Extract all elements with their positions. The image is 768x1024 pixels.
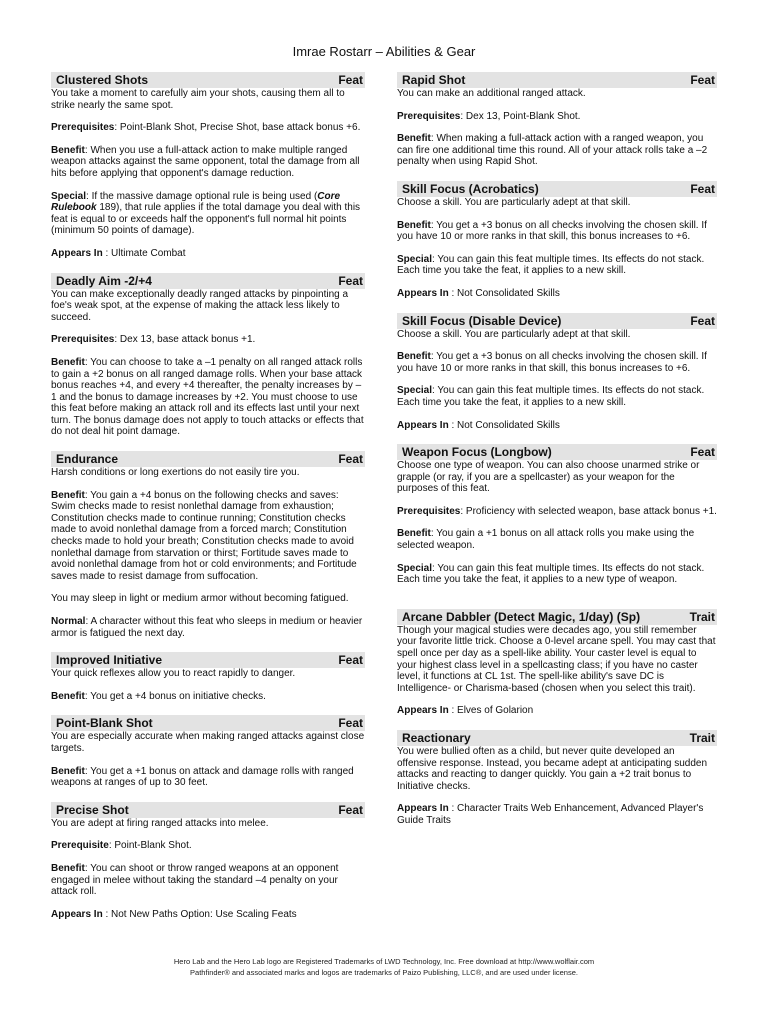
entry-appears-in: Appears In : Not New Paths Option: Use Scaling Feats — [51, 908, 297, 920]
entry-description: You are especially accurate when making ranged attacks against close targets. — [51, 731, 365, 754]
entry-benefit: Benefit: You get a +3 bonus on all checks involving the chosen skill. If you have 10 or more ranks in that skill, this bonus increases to +6. — [397, 351, 707, 374]
entry-type: Feat — [338, 716, 363, 731]
entry-special: Special: If the massive damage optional rule is being used (Core Rulebook 189), that rule applies if the total damage you deal with this feat is equal to or exceeds half the opponent's full normal hit points (minimum 50 points of damage). — [51, 190, 361, 237]
entry-type: Trait — [689, 609, 715, 624]
entry-name: Arcane Dabbler (Detect Magic, 1/day) (Sp) — [402, 609, 641, 624]
entry-name: Skill Focus (Disable Device) — [402, 313, 562, 328]
entry-description: Choose a skill. You are particularly adept at that skill. — [397, 196, 631, 208]
entry-header — [397, 609, 717, 625]
entry-type: Feat — [338, 73, 363, 87]
entry-special: Special: You can gain this feat multiple times. Its effects do not stack. Each time you take the feat, it applies to a new skill. — [397, 385, 705, 408]
entry-name: Weapon Focus (Longbow) — [402, 445, 552, 460]
entry-arcane-dabbler — [397, 609, 717, 717]
entry-description: You can make an additional ranged attack. — [397, 88, 586, 99]
entry-endurance — [51, 451, 365, 639]
entry-description: Choose one type of weapon. You can also choose unarmed strike or grapple (or ray, if you are a spellcaster) as your weapon for the purposes of this feat. — [397, 460, 700, 495]
footer — [0, 956, 768, 978]
entry-name: Clustered Shots — [56, 73, 149, 87]
entry-header — [51, 652, 365, 668]
entry-rapid-shot — [397, 72, 717, 168]
entry-appears-in: Appears In : Character Traits Web Enhancement, Advanced Player's Guide Traits — [397, 803, 704, 826]
entry-prerequisites: Prerequisites: Point-Blank Shot, Precise Shot, base attack bonus +6. — [51, 122, 361, 134]
entry-benefit: Benefit: You can shoot or throw ranged weapons at an opponent engaged in melee without taking the standard –4 penalty on your attack roll. — [51, 862, 339, 898]
entry-type: Feat — [690, 181, 715, 196]
entry-name: Rapid Shot — [402, 73, 466, 87]
entry-description: You take a moment to carefully aim your shots, causing them all to strike nearly the same spot. — [51, 88, 345, 111]
entry-skill-focus-acrobatics — [397, 181, 717, 300]
entry-description: Though your magical studies were decades ago, you still remember your favorite little trick. Choose a 0-level arcane spell. You may cast that spell once per day as a spell-like ability. Your caster level is equal to your highest class level in a spellcasting class; if you have no caster level, it functions at CL 1st. The spell-like ability's save DC is Intelligence- or Charisma-based (chosen when you select this trait). — [397, 624, 716, 694]
entry-deadly-aim — [51, 273, 365, 439]
entry-description: Harsh conditions or long exertions do not easily tire you. — [51, 467, 300, 479]
entry-header — [397, 313, 717, 329]
entry-header — [51, 451, 365, 467]
entry-name: Improved Initiative — [56, 653, 163, 668]
entry-type: Feat — [338, 802, 363, 817]
entry-name: Deadly Aim -2/+4 — [56, 273, 152, 288]
entry-benefit: Benefit: You gain a +1 bonus on all attack rolls you make using the selected weapon. — [397, 528, 695, 552]
entry-description: You were bullied often as a child, but never quite developed an offensive response. Instead, you became adept at anticipating sudden attacks and reacting to danger quickly. You gain a +2 trait bonus to Initiative checks. — [397, 746, 708, 792]
entry-name: Skill Focus (Acrobatics) — [402, 181, 539, 196]
footer-trademark-line-2: Pathfinder® and associated marks and logos are trademarks of Paizo Publishing, LLC®, and are used under license. — [190, 968, 578, 977]
entry-header — [51, 802, 365, 818]
entry-description: Your quick reflexes allow you to react rapidly to danger. — [51, 668, 296, 680]
entry-benefit: Benefit: When making a full-attack action with a ranged weapon, you can fire one additional time this round. All of your attack rolls take a –2 penalty when using Rapid Shot. — [397, 133, 708, 168]
entry-prerequisites: Prerequisites: Proficiency with selected weapon, base attack bonus +1. — [397, 505, 717, 517]
entry-header — [51, 715, 365, 731]
left-column — [51, 72, 365, 933]
entry-prerequisites: Prerequisite: Point-Blank Shot. — [51, 840, 192, 852]
entry-type: Feat — [338, 452, 363, 467]
entry-benefit: Benefit: You gain a +4 bonus on the following checks and saves: Swim checks made to resist nonlethal damage from exhaustion; Constitution checks made to continue running; Constitution checks made to avoid nonlethal damage from a forced march; Constitution checks made to hold your breath; Constitution checks made to avoid nonlethal damage from starvation or thirst; Fortitude saves made to avoid nonlethal damage from hot or cold environments; and Fortitude saves made to resist damage from suffocation. — [51, 489, 357, 582]
entry-type: Feat — [338, 273, 363, 288]
entry-appears-in: Appears In : Elves of Golarion — [397, 705, 534, 717]
entry-header — [51, 273, 365, 289]
entry-weapon-focus-longbow — [397, 444, 717, 586]
entry-precise-shot — [51, 802, 365, 921]
entry-header — [51, 72, 365, 88]
entry-special: Special: You can gain this feat multiple times. Its effects do not stack. Each time you take the feat, it applies to a new skill. — [397, 253, 705, 277]
entry-name: Endurance — [56, 452, 119, 467]
entry-type: Feat — [338, 653, 363, 668]
entry-description: You are adept at firing ranged attacks into melee. — [51, 817, 269, 829]
entry-skill-focus-disable-device — [397, 313, 717, 432]
entry-appears-in: Appears In : Not Consolidated Skills — [397, 419, 560, 431]
entry-header — [397, 181, 717, 197]
entry-prerequisites: Prerequisites: Dex 13, Point-Blank Shot. — [397, 110, 581, 122]
entry-appears-in: Appears In : Ultimate Combat — [51, 247, 186, 259]
entry-description: You can make exceptionally deadly ranged attacks by pinpointing a foe's weak spot, at the expense of making the attack less likely to succeed. — [51, 288, 349, 323]
entry-name: Precise Shot — [56, 802, 129, 817]
entry-header — [397, 444, 717, 460]
entry-description: Choose a skill. You are particularly adept at that skill. — [397, 328, 631, 340]
entry-benefit: Benefit: You get a +4 bonus on initiative checks. — [51, 690, 266, 702]
entry-type: Trait — [689, 731, 715, 745]
section-spacer — [397, 599, 717, 609]
entry-benefit: Benefit: When you use a full-attack action to make multiple ranged weapon attacks against the same opponent, total the damage from all hits before applying that opponent's damage reduction. — [51, 144, 360, 179]
entry-prerequisites: Prerequisites: Dex 13, base attack bonus +1. — [51, 334, 256, 346]
entry-name: Reactionary — [402, 731, 471, 745]
entry-benefit: Benefit: You get a +3 bonus on all checks involving the chosen skill. If you have 10 or more ranks in that skill, this bonus increases to +6. — [397, 219, 707, 243]
page-title: Imrae Rostarr – Abilities & Gear — [292, 44, 476, 59]
entry-improved-initiative — [51, 652, 365, 702]
right-column — [397, 72, 717, 840]
entry-header — [397, 72, 717, 88]
entry-special: Special: You can gain this feat multiple times. Its effects do not stack. Each time you take the feat, it applies to a new type of weapon. — [397, 562, 705, 586]
footer-trademark-line-1: Hero Lab and the Hero Lab logo are Registered Trademarks of LWD Technology, Inc. Free download at http://www.wolflair.com — [173, 957, 595, 966]
entry-extra: You may sleep in light or medium armor without becoming fatigued. — [51, 593, 349, 605]
entry-type: Feat — [690, 73, 715, 87]
entry-header — [397, 730, 717, 746]
entry-reactionary — [397, 730, 717, 827]
entry-name: Point-Blank Shot — [56, 716, 153, 731]
entry-type: Feat — [690, 313, 715, 328]
entry-type: Feat — [690, 445, 715, 460]
entry-normal: Normal: A character without this feat who sleeps in medium or heavier armor is fatigued the next day. — [51, 616, 363, 639]
entry-point-blank-shot — [51, 715, 365, 788]
entry-clustered-shots — [51, 72, 365, 260]
book-reference: Core Rulebook — [51, 190, 341, 214]
entry-benefit: Benefit: You can choose to take a –1 penalty on all ranged attack rolls to gain a +2 bonus on all ranged damage rolls. When your base attack bonus reaches +4, and every +4 thereafter, the penalty increases by –1 and the bonus to damage increases by +2. You must choose to use this feat before making an attack roll and its effects last until your next turn. The bonus damage does not apply to touch attacks or effects that do not deal hit point damage. — [51, 356, 364, 438]
entry-benefit: Benefit: You get a +1 bonus on attack and damage rolls with ranged weapons at ranges of up to 30 feet. — [51, 765, 354, 789]
entry-appears-in: Appears In : Not Consolidated Skills — [397, 287, 560, 299]
